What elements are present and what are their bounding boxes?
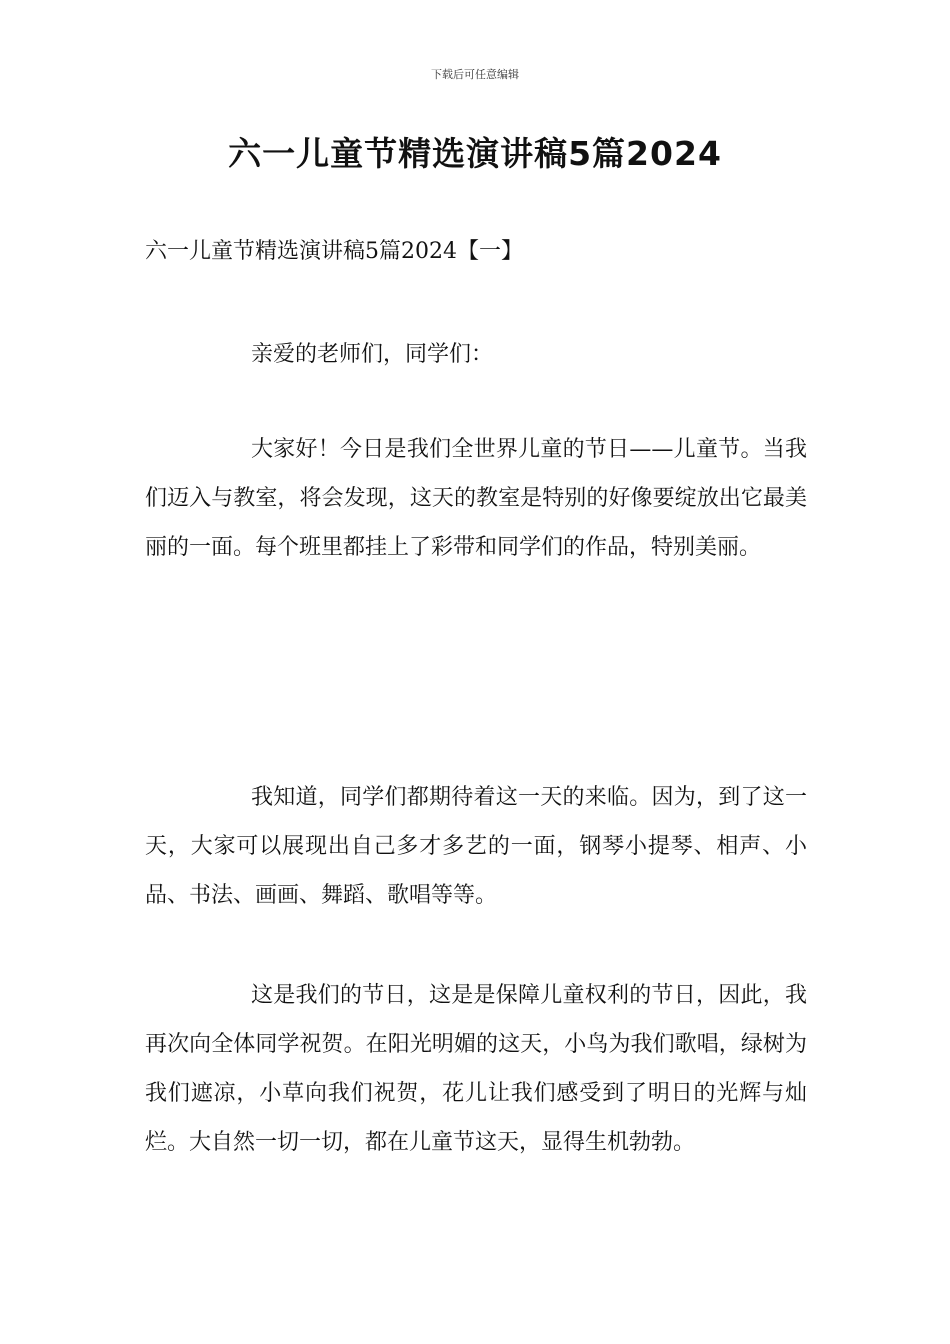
paragraph-2-text: 我知道，同学们都期待着这一天的来临。因为，到了这一天，大家可以展现出自己多才多艺的一面，钢琴小提琴、相声、小品、书法、画画、舞蹈、歌唱等等。	[145, 785, 807, 908]
greeting-paragraph	[145, 330, 807, 379]
header-note: 下载后可任意编辑	[431, 68, 519, 81]
paragraph-3-text: 这是我们的节日，这是是保障儿童权利的节日，因此，我再次向全体同学祝贺。在阳光明媚的这天，小鸟为我们歌唱，绿树为我们遮凉，小草向我们祝贺，花儿让我们感受到了明日的光辉与灿烂。大自然一切一切，都在儿童节这天，显得生机勃勃。	[145, 983, 807, 1155]
greeting-text: 亲爱的老师们，同学们：	[251, 342, 494, 367]
paragraph-2	[145, 773, 807, 920]
section-heading: 六一儿童节精选演讲稿5篇2024【一】	[145, 239, 523, 264]
paragraph-3	[145, 971, 807, 1167]
document-title: 六一儿童节精选演讲稿5篇2024	[228, 134, 722, 173]
paragraph-1-text: 大家好！今日是我们全世界儿童的节日——儿童节。当我们迈入与教室，将会发现，这天的教室是特别的好像要绽放出它最美丽的一面。每个班里都挂上了彩带和同学们的作品，特别美丽。	[145, 437, 807, 560]
paragraph-1	[145, 425, 807, 572]
